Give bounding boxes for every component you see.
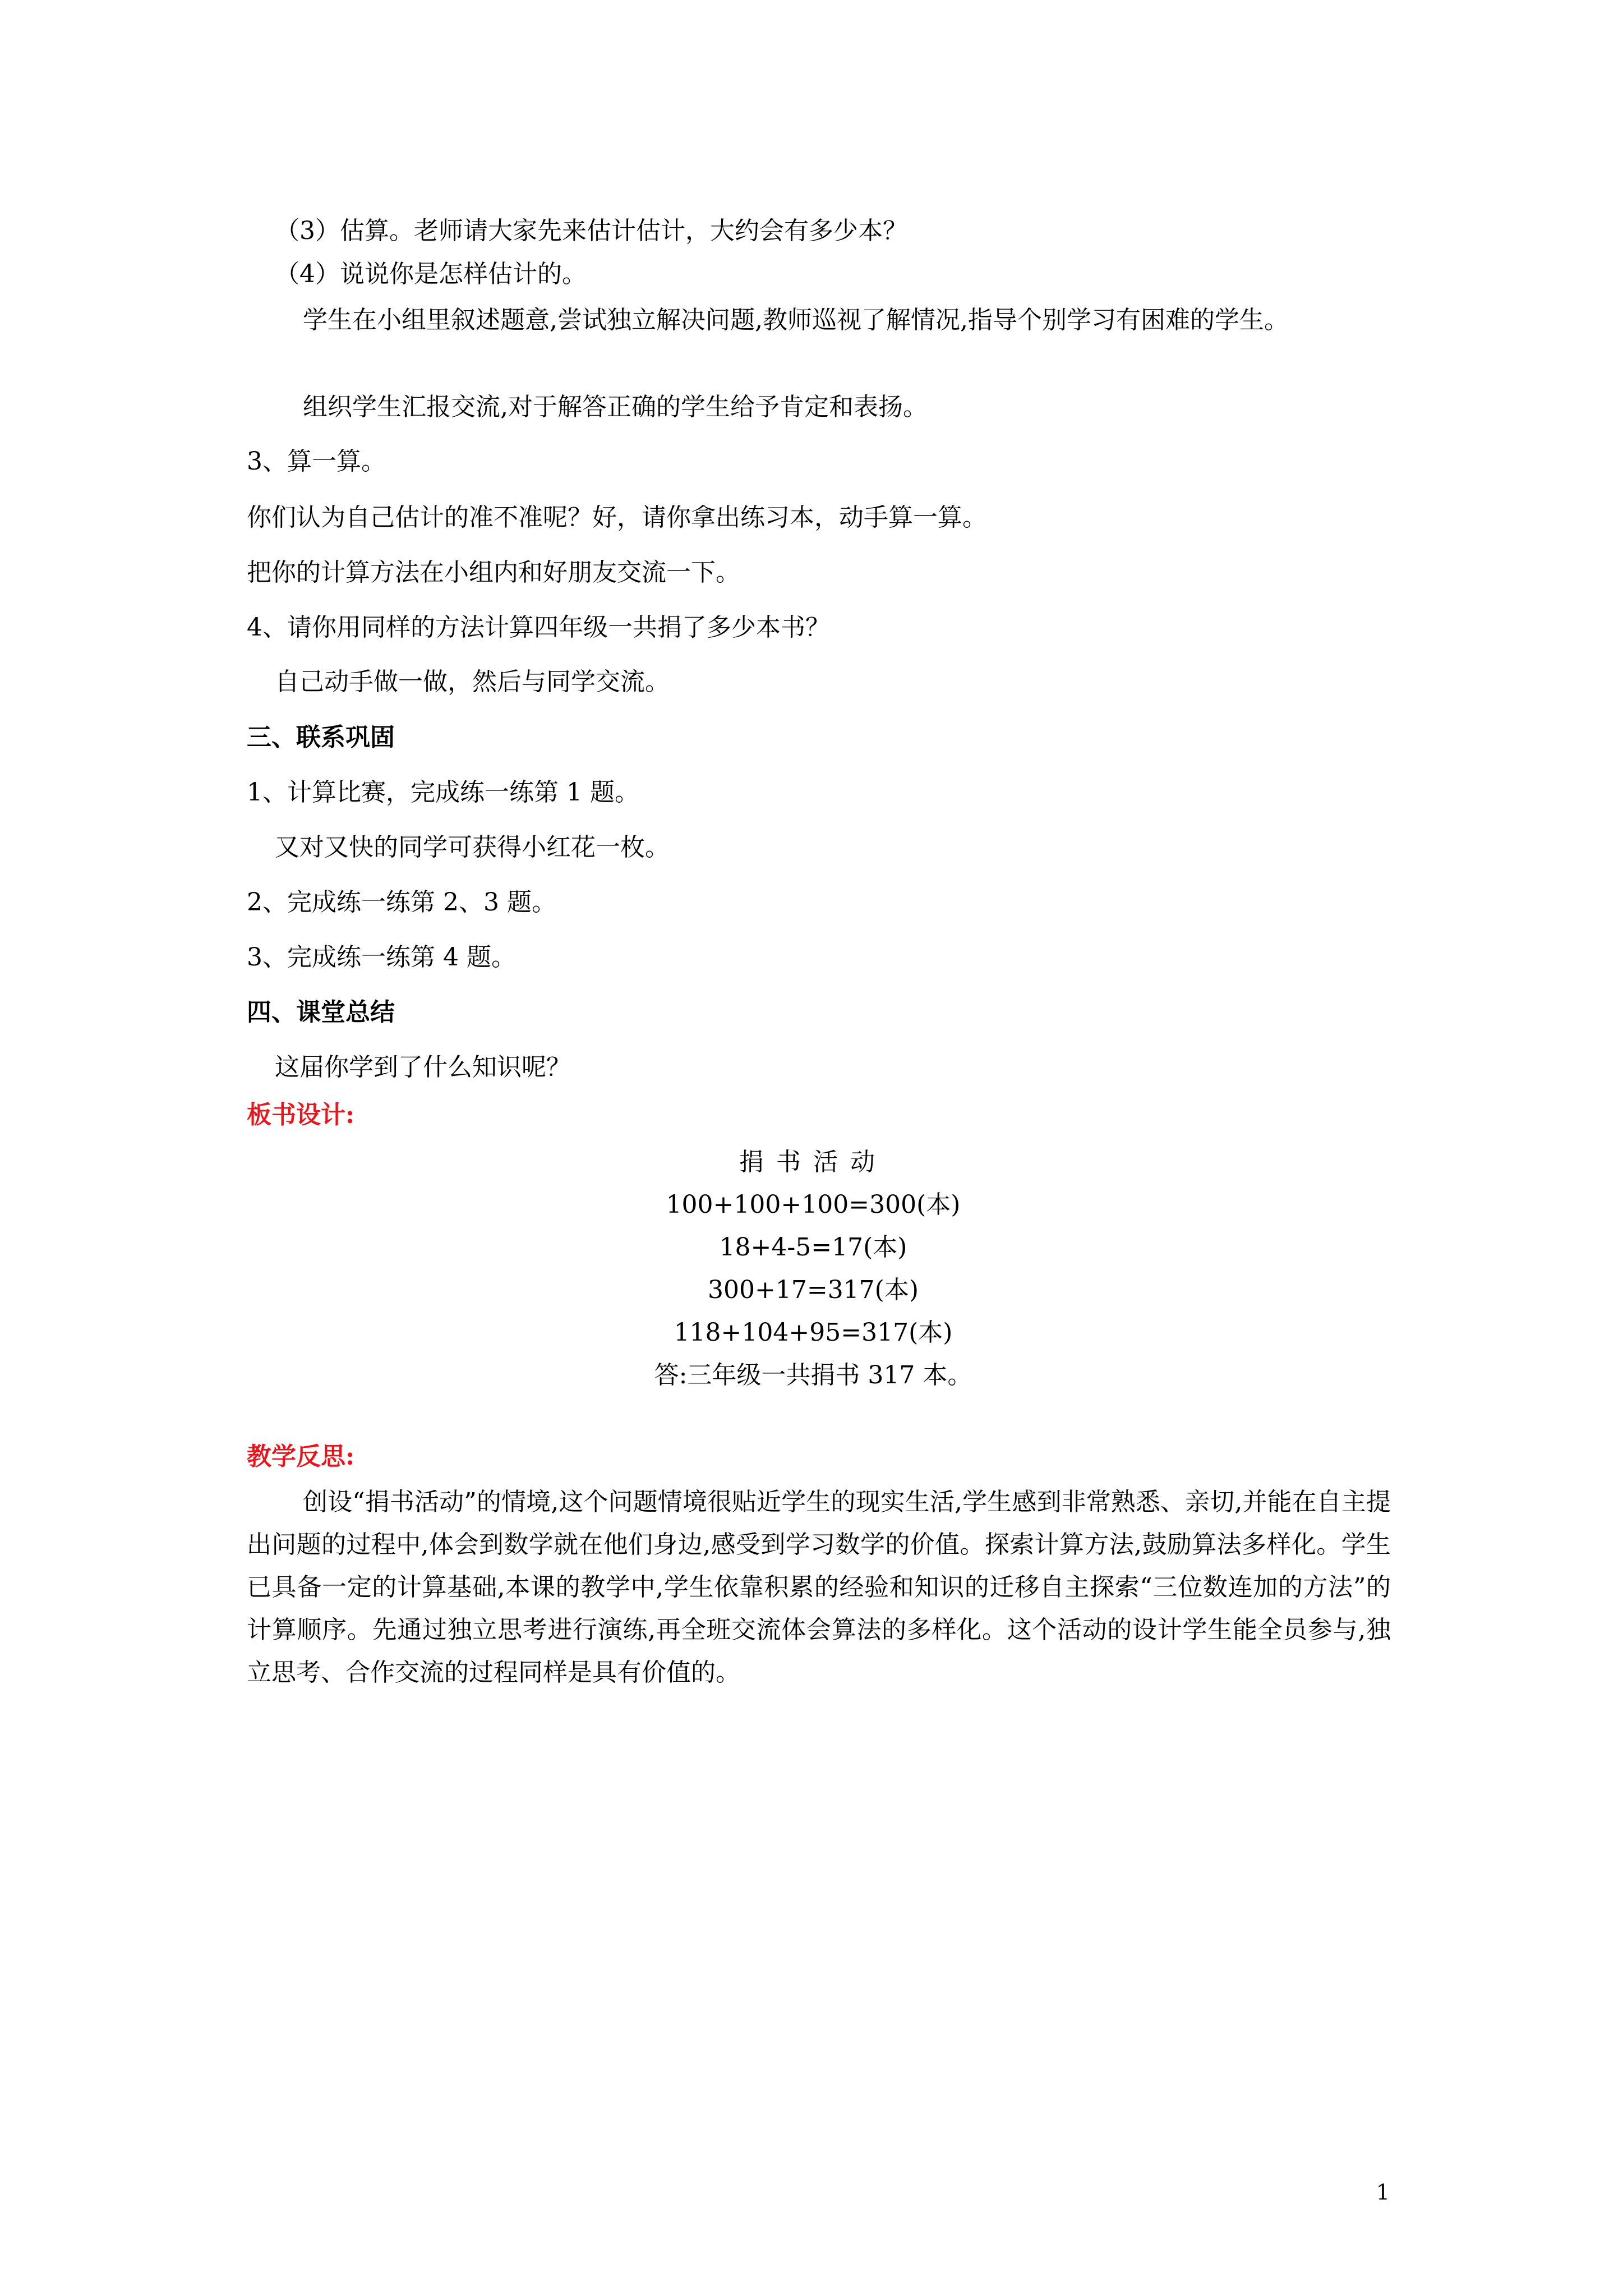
board-title: 捐书活动 [739,1148,887,1176]
board-design-heading: 板书设计: [247,1101,355,1129]
page-number: 1 [1376,2180,1390,2205]
calc-heading: 3、算一算。 [247,447,386,476]
section3-title: 三、联系巩固 [247,723,395,752]
board-equation-2: 18+4-5=17(本) [719,1233,907,1262]
board-equation-3: 300+17=317(本) [707,1276,919,1304]
section3-item3: 3、完成练一练第 4 题。 [247,943,516,972]
reflection-paragraph: 创设“捐书活动”的情境,这个问题情境很贴近学生的现实生活,学生感到非常熟悉、亲切,并能在自主提出问题的过程中,体会到数学就在他们身边,感受到学习数学的价值。探索计算方法,鼓励算法多样化。学生已具备一定的计算基础,本课的教学中,学生依靠积累的经验和知识的迁移自主探索“三位数连加的方法”的计算顺序。先通过独立思考进行演练,再全班交流体会算法的多样化。这个活动的设计学生能全员参与,独立思考、合作交流的过程同样是具有价值的。 [247,1488,1391,1687]
report-line: 组织学生汇报交流,对于解答正确的学生给予肯定和表扬。 [303,393,928,421]
calc-share: 把你的计算方法在小组内和好朋友交流一下。 [247,558,740,587]
grade4-instruction: 自己动手做一做，然后与同学交流。 [275,668,670,696]
section3-item1-note: 又对又快的同学可获得小红花一枚。 [275,833,670,862]
explain-line: （4）说说你是怎样估计的。 [275,260,587,288]
section4-question: 这届你学到了什么知识呢？ [275,1053,571,1082]
board-equation-4: 118+104+95=317(本) [674,1318,953,1347]
board-equation-1: 100+100+100=300(本) [666,1190,961,1219]
group-work-paragraph: 学生在小组里叙述题意,尝试独立解决问题,教师巡视了解情况,指导个别学习有困难的学生。 [303,306,1289,334]
reflection-heading: 教学反思: [247,1442,355,1471]
grade4-question: 4、请你用同样的方法计算四年级一共捐了多少本书？ [247,613,830,642]
section3-item2: 2、完成练一练第 2、3 题。 [247,888,556,917]
board-answer: 答:三年级一共捐书 317 本。 [654,1361,972,1389]
section3-item1: 1、计算比赛，完成练一练第 1 题。 [247,778,639,807]
section4-title: 四、课堂总结 [247,998,395,1027]
estimate-line: （3）估算。老师请大家先来估计估计，大约会有多少本？ [275,217,907,245]
calc-question: 你们认为自己估计的准不准呢？好，请你拿出练习本，动手算一算。 [247,503,987,532]
